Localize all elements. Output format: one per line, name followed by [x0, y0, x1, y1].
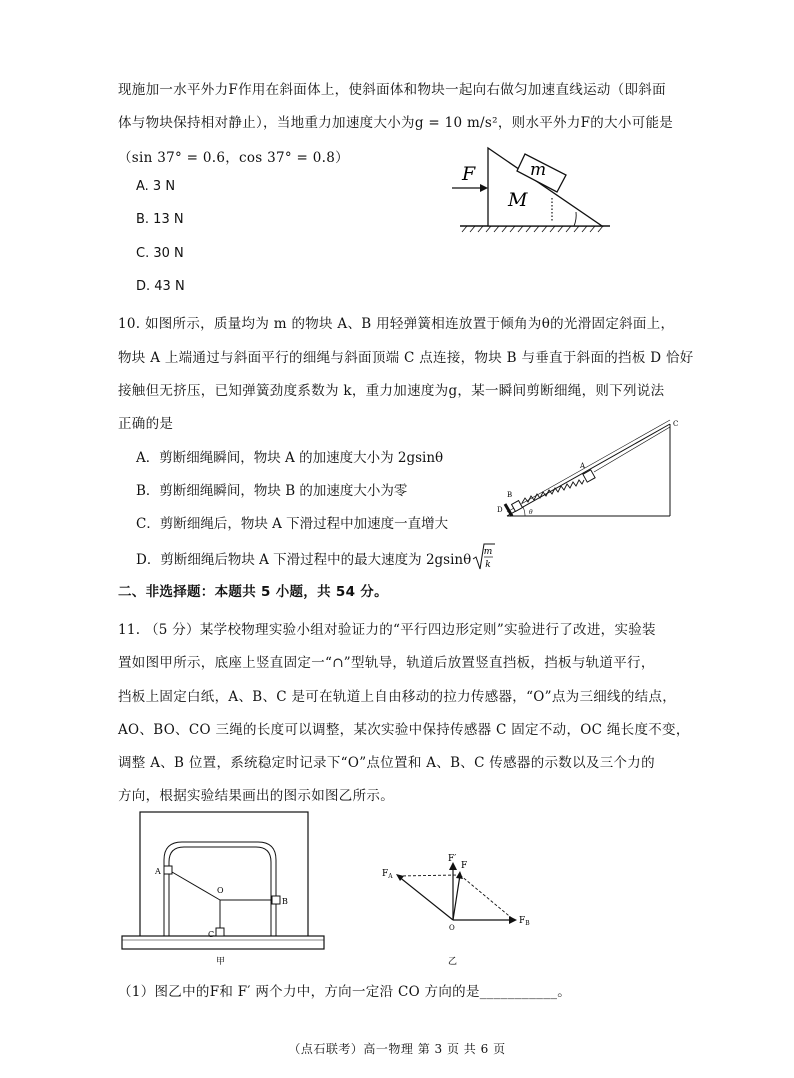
theta-arc: [523, 507, 525, 516]
vector-F: [453, 875, 460, 920]
label-C: C: [208, 930, 215, 939]
label-F: F: [461, 861, 468, 871]
q10-option-c: C．剪断细绳后，物块 A 下滑过程中加速度一直增大: [136, 516, 449, 532]
q11-line-6: 方向，根据实验结果画出的图示如图乙所示。: [118, 788, 394, 804]
q10-option-b: B．剪断细绳瞬间，物块 B 的加速度大小为零: [136, 483, 408, 499]
label-A: A: [155, 867, 161, 876]
block-B: [512, 501, 523, 512]
q9-line-3: （sin 37° = 0.6，cos 37° = 0.8）: [118, 150, 349, 166]
dashed-FA-to-F: [398, 875, 458, 876]
q9-option-c: C. 30 N: [136, 246, 184, 261]
label-M: M: [508, 189, 528, 211]
q10-incline-figure: [495, 418, 685, 523]
section-2-heading: 二、非选择题：本题共 5 小题，共 54 分。: [118, 584, 388, 600]
sqrt-denominator: k: [485, 560, 491, 570]
caption-yi: 乙: [448, 957, 458, 967]
q10-option-a: A．剪断细绳瞬间，物块 A 的加速度大小为 2gsinθ: [136, 450, 444, 466]
q11-figure-jia: [118, 812, 328, 972]
spring: [522, 480, 584, 503]
label-O: O: [449, 924, 455, 932]
q11-line-1: 11. （5 分）某学校物理实验小组对验证力的“平行四边形定则”实验进行了改进，实验装: [118, 622, 656, 638]
q10-option-d: D．剪断细绳后物块 A 下滑过程中的最大速度为 2gsinθ: [136, 552, 472, 568]
caption-jia: 甲: [216, 957, 226, 967]
q11-line-2: 置如图甲所示，底座上竖直固定一“∩”型轨导，轨道后放置竖直挡板，挡板与轨道平行，: [118, 655, 655, 671]
base-plate: [122, 936, 324, 949]
label-F: F: [462, 163, 476, 185]
q11-sub-1: （1）图乙中的F和 F′ 两个力中，方向一定沿 CO 方向的是___________。: [118, 984, 572, 1000]
page-footer: （点石联考）高一物理 第 3 页 共 6 页: [288, 1042, 506, 1056]
sqrt-numerator: m: [483, 547, 493, 557]
vector-FA: [398, 876, 453, 920]
label-Fprime: F′: [448, 854, 457, 864]
force-arrowhead: [480, 184, 488, 192]
q9-line-2: 体与物块保持相对静止），当地重力加速度大小为g = 10 m/s²，则水平外力F的大小可能是: [118, 115, 674, 131]
ground-hatching: [462, 226, 603, 232]
label-theta: θ: [529, 509, 533, 516]
q10-line-1: 10. 如图所示，质量均为 m 的物块 A、B 用轻弹簧相连放置于倾角为θ的光滑固定斜面上，: [118, 316, 675, 332]
q9-option-d: D. 43 N: [136, 279, 185, 294]
q10-line-3: 接触但无挤压，已知弹簧劲度系数为 k，重力加速度为g，某一瞬间剪断细绳，则下列说法: [118, 383, 665, 399]
q11-figure-yi: [378, 848, 538, 968]
q10-line-4: 正确的是: [118, 416, 174, 432]
sensor-C: [216, 928, 224, 936]
incline-surface: [507, 424, 670, 516]
label-FB: $F_B$: [519, 916, 530, 927]
label-C: C: [673, 420, 679, 428]
label-B: B: [507, 491, 513, 499]
q11-line-5: 调整 A、B 位置，系统稳定时记录下“O”点位置和 A、B、C 传感器的示数以及三个力的: [118, 755, 655, 771]
q9-option-b: B. 13 N: [136, 212, 184, 227]
sensor-A: [164, 866, 172, 874]
sensor-B: [272, 896, 280, 904]
label-FA: $F_A$: [382, 869, 393, 880]
label-A: A: [580, 462, 586, 470]
sqrt-expression: [473, 542, 495, 572]
label-B: B: [282, 897, 288, 906]
label-D: D: [497, 506, 503, 514]
label-O: O: [217, 886, 224, 895]
q9-wedge-figure: [450, 140, 620, 240]
q9-option-a: A. 3 N: [136, 179, 176, 194]
string: [594, 427, 670, 472]
q10-line-2: 物块 A 上端通过与斜面平行的细绳与斜面顶端 C 点连接，物块 B 与垂直于斜面的挡板 D 恰好: [118, 350, 694, 366]
q11-line-4: AO、BO、CO 三绳的长度可以调整，某次实验中保持传感器 C 固定不动，OC 绳长度不变，: [118, 722, 690, 738]
q9-line-1: 现施加一水平外力F作用在斜面体上，使斜面体和物块一起向右做匀加速直线运动（即斜面: [118, 82, 666, 98]
backboard: [140, 812, 308, 938]
q11-line-3: 挡板上固定白纸，A、B、C 是可在轨道上自由移动的拉力传感器，“O”点为三细线的结点，: [118, 689, 677, 705]
label-m: m: [530, 160, 547, 180]
dashed-F-to-FB: [460, 875, 514, 920]
